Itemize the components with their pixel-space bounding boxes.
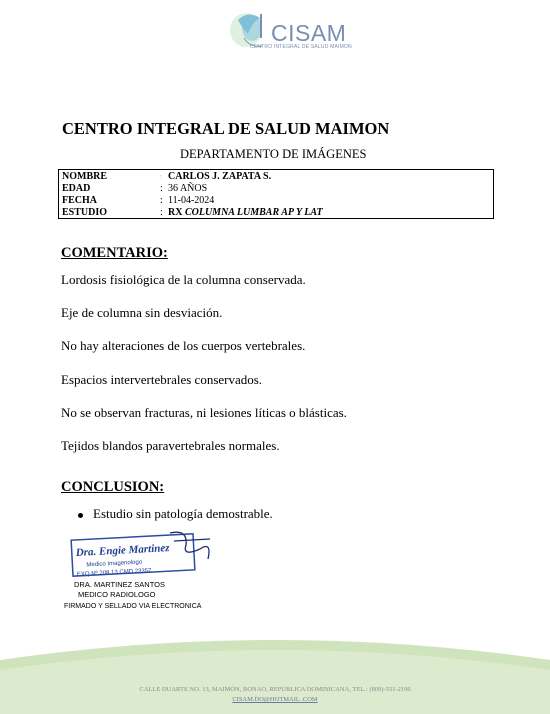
estudio-prefix: RX [168, 207, 183, 218]
estudio-name: COLUMNA LUMBAR AP Y LAT [184, 207, 323, 218]
signer-role: MEDICO RADIOLOGO [78, 590, 156, 599]
fecha-label: FECHA [62, 195, 97, 206]
comentario-line: No hay alteraciones de los cuerpos vertebrales. [61, 338, 306, 353]
stamp-name: Dra. Engie Martinez [75, 542, 170, 559]
page-title: CENTRO INTEGRAL DE SALUD MAIMON [62, 119, 390, 138]
fecha-value: 11-04-2024 [168, 195, 215, 206]
estudio-label: ESTUDIO [62, 207, 108, 218]
logo-name: CISAM [271, 20, 347, 46]
comentario-heading: COMENTARIO: [61, 245, 168, 261]
comentario-line: Lordosis fisiológica de la columna conservada. [61, 272, 306, 287]
edad-value: 36 AÑOS [168, 183, 208, 194]
signed-note: FIRMADO Y SELLADO VIA ELECTRONICA [64, 603, 202, 610]
patient-info-box [58, 169, 494, 219]
comentario-line: Tejidos blandos paravertebrales normales. [61, 438, 280, 453]
info-colon: : [160, 195, 163, 206]
logo-subtitle: CENTRO INTEGRAL DE SALUD MAIMON [250, 44, 352, 50]
stamp-exeq: EXQ Nº 208 13 CMD 23357 [76, 568, 152, 578]
conclusion-heading: CONCLUSION: [61, 479, 165, 495]
department-title: DEPARTAMENTO DE IMÁGENES [180, 147, 367, 161]
estudio-value [168, 207, 323, 219]
info-colon: : [160, 207, 163, 218]
info-colon: : [160, 174, 162, 180]
signature-stamp [70, 527, 220, 583]
edad-label: EDAD [62, 183, 91, 194]
comentario-line: Espacios intervertebrales conservados. [61, 372, 263, 387]
comentario-line: No se observan fracturas, ni lesiones líticas o blásticas. [61, 405, 347, 420]
info-colon: : [160, 183, 163, 194]
conclusion-item: Estudio sin patología demostrable. [93, 506, 273, 521]
bullet-icon [78, 513, 83, 518]
nombre-value: CARLOS J. ZAPATA S. [168, 171, 272, 182]
comentario-line: Eje de columna sin desviación. [61, 305, 223, 320]
signer-name: DRA. MARTINEZ SANTOS [74, 580, 165, 589]
footer-email[interactable]: CISAM.DO@HOTMAIL .COM [232, 696, 318, 703]
nombre-label: NOMBRE [62, 171, 107, 182]
stamp-title: Medico Imagenologo [86, 559, 143, 569]
footer-address: CALLE DUARTE NO. 13, MAIMÓN, BONAO, REPUBLICA DOMINICANA, TEL.: (809)-551-2196 [139, 686, 411, 693]
